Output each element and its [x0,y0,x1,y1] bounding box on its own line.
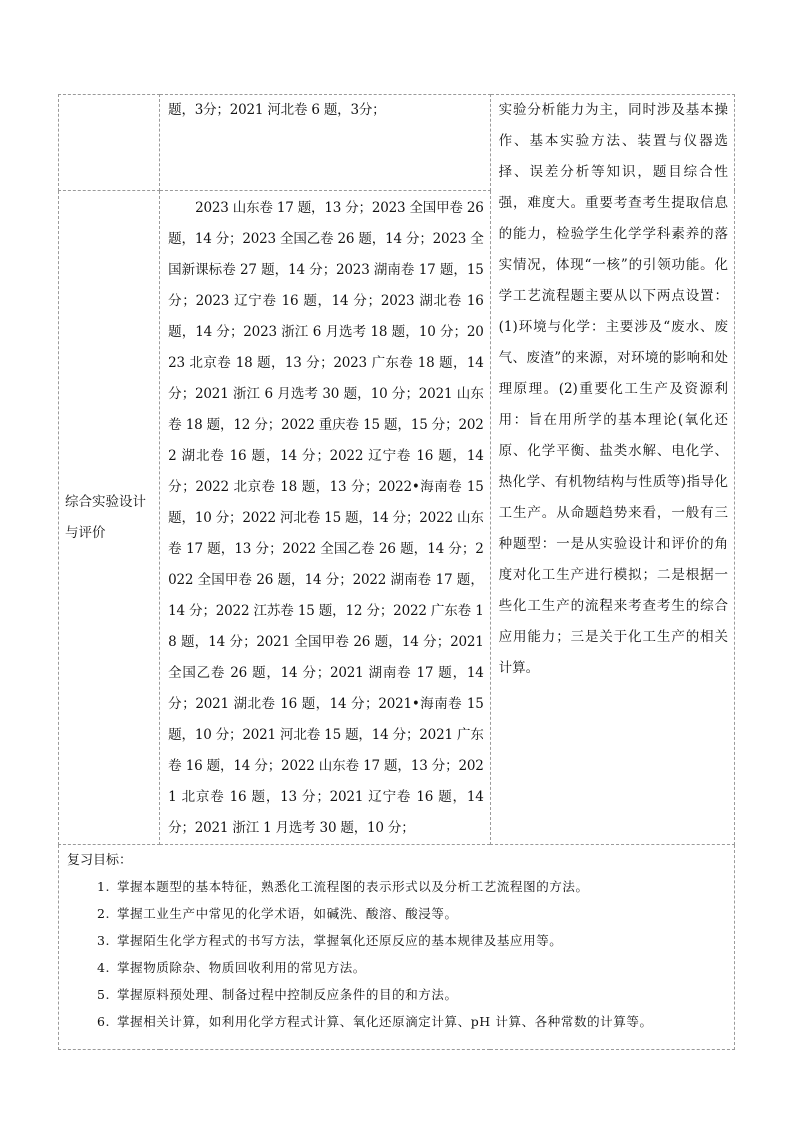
topic-cell [59,191,160,845]
list-item-text: 掌握物质除杂、物质回收利用的常见方法。 [117,960,366,975]
exam-analysis-table [58,94,735,1050]
topic-label: 综合实验设计与评价 [65,493,146,541]
topic-cell-empty [59,95,160,191]
review-goals-title: 复习目标： [67,853,133,868]
review-goals-list [67,877,726,1032]
analysis-cell [490,95,734,845]
list-item-number: 4. [97,960,111,975]
list-item-text: 掌握陌生化学方程式的书写方法，掌握氧化还原反应的基本规律及基应用等。 [117,933,563,948]
exam-list-text: 2023 山东卷 17 题，13 分；2023 全国甲卷 26 题，14 分；2023 全国乙卷 26 题，14 分；2023 全国新课标卷 27 题，14 分；2023 湖南卷 17 题，15 分；2023 辽宁卷 16 题，14 分；2023 湖北卷 16 题，14 分；2023 浙江 6 月选考 18 题，10 分；2023 北京卷 18 题，13 分；2023 广东卷 18 题，14 分；2021 浙江 6 月选考 30 题，10 分；2021 山东卷 18 题，12 分；2022 重庆卷 15 题，15 分；2022 湖北卷 16 题，14 分；2022 辽宁卷 16 题，14 分；2022 北京卷 18 题，13 分；2022•海南卷 15 题，10 分；2022 河北卷 15 题，14 分；2022 山东卷 17 题，13 分；2022 全国乙卷 26 题，14 分；2022 全国甲卷 26 题，14 分；2022 湖南卷 17 题，14 分；2022 江苏卷 15 题，12 分；2022 广东卷 18 题，14 分；2021 全国甲卷 26 题，14 分；2021 全国乙卷 26 题，14 分；2021 湖南卷 17 题，14 分；2021 湖北卷 16 题，14 分；2021•海南卷 15 题，10 分；2021 河北卷 15 题，14 分；2021 广东卷 16 题，14 分；2022 山东卷 17 题，13 分；2021 北京卷 16 题，13 分；2021 辽宁卷 16 题，14 分；2021 浙江 1 月选考 30 题，10 分； [168,200,484,836]
table-row [59,95,735,191]
list-item [97,985,726,1005]
exams-cell [160,95,490,191]
list-item [97,1012,726,1032]
list-item-text: 掌握工业生产中常见的化学术语，如碱洗、酸溶、酸浸等。 [117,906,458,921]
exam-list-text: 题，3分；2021 河北卷 6 题，3分； [168,102,386,118]
table-row [59,845,735,1050]
list-item-number: 3. [97,933,111,948]
list-item-number: 1. [97,879,111,894]
list-item [97,877,726,897]
list-item [97,931,726,951]
review-goals-cell [59,845,735,1050]
list-item [97,958,726,978]
list-item-number: 2. [97,906,111,921]
list-item-text: 掌握本题型的基本特征，熟悉化工流程图的表示形式以及分析工艺流程图的方法。 [117,879,589,894]
list-item-number: 5. [97,987,111,1002]
list-item [97,904,726,924]
list-item-text: 掌握原料预处理、制备过程中控制反应条件的目的和方法。 [117,987,458,1002]
list-item-number: 6. [97,1014,111,1029]
list-item-text: 掌握相关计算，如利用化学方程式计算、氧化还原滴定计算、pH 计算、各种常数的计算等。 [117,1014,653,1029]
exams-cell [160,191,490,845]
analysis-text: 实验分析能力为主，同时涉及基本操作、基本实验方法、装置与仪器选择、误差分析等知识，题目综合性强，难度大。重要考查考生提取信息的能力，检验学生化学学科素养的落实情况，体现“一核”的引领功能。化学工艺流程题主要从以下两点设置：(1)环境与化学：主要涉及“废水、废气、废渣”的来源，对环境的影响和处理原理。(2)重要化工生产及资源利用：旨在用所学的基本理论(氧化还原、化学平衡、盐类水解、电化学、热化学、有机物结构与性质等)指导化工生产。从命题趋势来看，一般有三种题型：一是从实验设计和评价的角度对化工生产进行模拟；二是根据一些化工生产的流程来考查考生的综合应用能力；三是关于化工生产的相关计算。 [498,102,728,676]
